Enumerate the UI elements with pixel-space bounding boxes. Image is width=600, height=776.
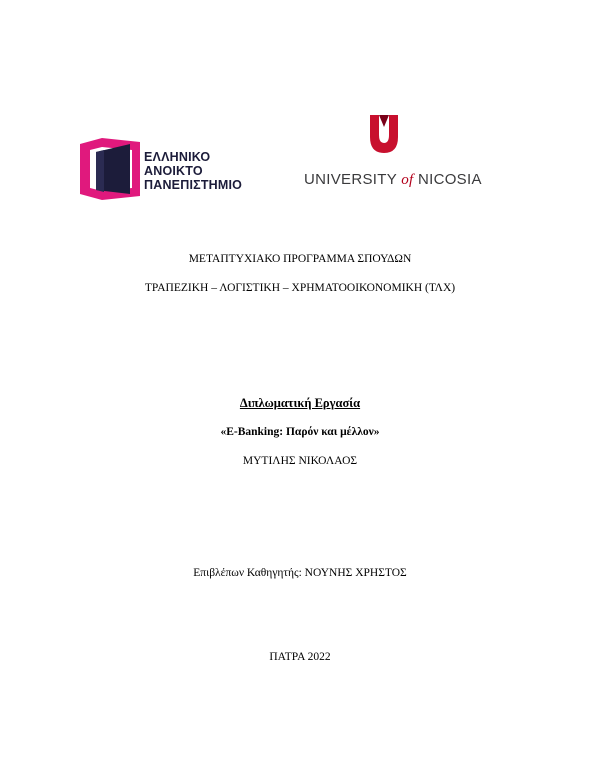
- unic-shield-icon: [368, 113, 400, 155]
- program-name: ΜΕΤΑΠΤΥΧΙΑΚΟ ΠΡΟΓΡΑΜΜΑ ΣΠΟΥΔΩΝ: [188, 253, 412, 265]
- department-name: ΤΡΑΠΕΖΙΚΗ – ΛΟΓΙΣΤΙΚΗ – ΧΡΗΜΑΤΟΟΙΚΟΝΟΜΙΚΗ (ΤΛΧ): [144, 282, 456, 294]
- unic-word-nicosia: NICOSIA: [417, 171, 482, 188]
- supervisor-line: Επιβλέπων Καθηγητής: ΝΟΥΝΗΣ ΧΡΗΣΤΟΣ: [193, 567, 407, 579]
- place-and-year: ΠΑΤΡΑ 2022: [269, 651, 331, 663]
- eap-line-1: ΕΛΛΗΝΙΚΟ: [144, 150, 211, 164]
- university-of-nicosia-logo: [300, 113, 482, 195]
- thesis-subject: «E-Banking: Παρόν και μέλλον»: [220, 426, 380, 438]
- unic-word-of: of: [401, 172, 414, 188]
- unic-word-university: UNIVERSITY: [304, 171, 397, 188]
- eap-book-icon: [80, 138, 140, 200]
- eap-line-3: ΠΑΝΕΠΙΣΤΗΜΙΟ: [144, 178, 243, 192]
- eap-wordmark: [144, 150, 242, 192]
- thesis-type-heading: Διπλωματική Εργασία: [239, 396, 361, 410]
- eap-line-2: ΑΝΟΙΚΤΟ: [144, 164, 203, 178]
- author-name: ΜΥΤΙΛΗΣ ΝΙΚΟΛΑΟΣ: [242, 455, 358, 467]
- hellenic-open-university-logo: [80, 136, 250, 202]
- unic-wordmark: [304, 171, 482, 189]
